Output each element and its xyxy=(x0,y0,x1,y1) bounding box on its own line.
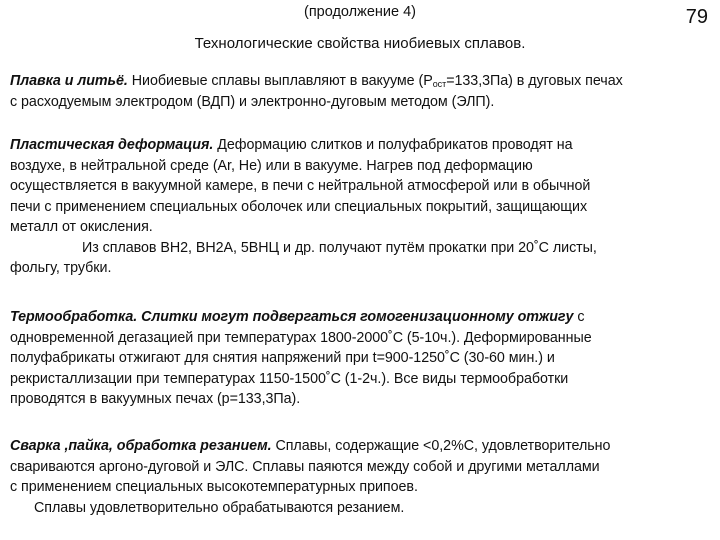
text-line: рекристаллизации при температурах 1150-1500˚С (1-2ч.). Все виды термообработки xyxy=(10,370,569,387)
text-line: с расходуемым электродом (ВДП) и электронно-дуговым методом (ЭЛП). xyxy=(10,93,495,110)
paragraph-plastic-deformation xyxy=(10,135,710,279)
text-run: с xyxy=(573,309,585,325)
text-run: =133,3Па) в дуговых печах xyxy=(446,73,623,89)
text-line xyxy=(10,307,710,328)
text-line: проводятся в вакуумных печах (р=133,3Па). xyxy=(10,391,301,407)
text-line xyxy=(10,71,710,92)
page-number: 79 xyxy=(685,6,708,28)
text-line: печи с применением специальных оболочек или специальных покрытий, защищающих xyxy=(10,198,588,215)
page-title: Технологические свойства ниобиевых сплавов. xyxy=(194,35,526,52)
text-line: осуществляется в вакуумной камере, в печи с нейтральной атмосферой или в обычной xyxy=(10,178,591,194)
section-heading-melting: Плавка и литьё. xyxy=(10,73,128,89)
text-line: фольгу, трубки. xyxy=(10,260,112,276)
paragraph-melting-casting xyxy=(10,71,710,112)
text-line xyxy=(10,135,710,156)
paragraph-heat-treatment xyxy=(10,307,710,410)
text-line: металл от окисления. xyxy=(10,219,153,235)
text-line: полуфабрикаты отжигают для снятия напряжений при t=900-1250˚С (30-60 мин.) и xyxy=(10,350,555,366)
text-line: Сплавы удовлетворительно обрабатываются резанием. xyxy=(34,499,405,516)
text-run: Деформацию слитков и полуфабрикатов проводят на xyxy=(213,137,573,153)
continuation-label: (продолжение 4) xyxy=(303,4,416,20)
text-run: Ниобиевые сплавы выплавляют в вакууме (P xyxy=(127,73,433,89)
text-line: одновременной дегазацией при температурах 1800-2000˚С (5-10ч.). Деформированные xyxy=(10,329,592,346)
text-line: с применением специальных высокотемпературных припоев. xyxy=(10,479,418,495)
section-heading-heat-treatment: Термообработка. Слитки могут подвергаться гомогенизационному отжигу xyxy=(10,309,574,325)
text-run: Сплавы, содержащие <0,2%С, удовлетворительно xyxy=(271,438,611,454)
section-heading-deformation: Пластическая деформация. xyxy=(10,137,214,153)
section-heading-welding: Сварка ,пайка, обработка резанием. xyxy=(10,438,272,454)
paragraph-welding-machining xyxy=(10,436,710,518)
text-line: свариваются аргоно-дуговой и ЭЛС. Сплавы паяются между собой и другими металлами xyxy=(10,458,600,475)
text-line: воздухе, в нейтральной среде (Ar, He) или в вакууме. Нагрев под деформацию xyxy=(10,157,533,174)
text-line: Из сплавов ВН2, ВН2А, 5ВНЦ и др. получают путём прокатки при 20˚С листы, xyxy=(82,239,597,256)
pressure-subscript: ост xyxy=(432,79,447,89)
text-line xyxy=(10,436,710,457)
